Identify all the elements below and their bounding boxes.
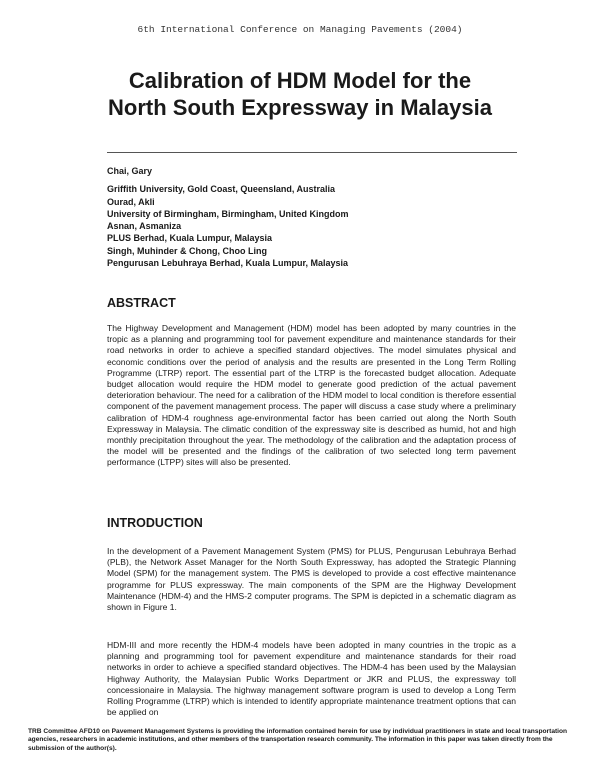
author-line: Pengurusan Lebuhraya Berhad, Kuala Lumpur, Malaysia [107, 258, 349, 269]
intro-paragraph-1: In the development of a Pavement Management System (PMS) for PLUS, Pengurusan Lebuhraya Berhad (PLB), the Network Asset Manager for the North South Expressway, has adopted the Strategic Planning Model (SPM) for the management system. The PMS is developed to provide a cost effective maintenance programme for PLUS expressway. The main components of the SPM are the Highway Development Maintenance (HDM-4) and the HMS-2 computer programs. The SPM is depicted in a schematic diagram as shown in Figure 1. [107, 546, 516, 613]
author-line: PLUS Berhad, Kuala Lumpur, Malaysia [107, 233, 273, 244]
running-head: 6th International Conference on Managing Pavements (2004) [137, 24, 463, 35]
author-line: Singh, Muhinder & Chong, Choo Ling [107, 245, 267, 256]
author-line: Griffith University, Gold Coast, Queensland, Australia [107, 184, 336, 195]
introduction-heading: INTRODUCTION [107, 516, 203, 530]
author-line: University of Birmingham, Birmingham, United Kingdom [107, 208, 349, 219]
footer-note: TRB Committee AFD10 on Pavement Management Systems is providing the information contained herein for use by individual practitioners in state and local transportation agencies, researchers in academic institutions, and other members of the transportation research community. The information in this paper was taken directly from the submission of the author(s). [28, 728, 568, 752]
author-block [107, 165, 507, 269]
title-divider [107, 152, 517, 153]
paper-title: Calibration of HDM Model for the North South Expressway in Malaysia [108, 68, 492, 120]
abstract-heading: ABSTRACT [107, 296, 176, 310]
author-line: Ourad, Akli [107, 196, 155, 207]
author-name: Chai, Gary [107, 166, 153, 176]
author-line: Asnan, Asmaniza [107, 221, 182, 232]
abstract-text: The Highway Development and Management (HDM) model has been adopted by many countries in the tropic as a planning and programming tool for pavement expenditure and maintenance standards for their road networks in order to achieve a specified standard objectives. The model simulates physical and economic conditions over the period of analysis and the results are presented in the Long Term Rolling Programme (LTRP) report. The essential part of the LTRP is the forecasted budget allocation. Adequate budget allocation would require the HDM model to generate good prediction of the actual pavement deterioration behaviour. The need for a calibration of the HDM model to local condition is therefore essential component of the pavement management process. The paper will discuss a case study where a preliminary calibration of HDM-4 roughness age-environmental factor has been carried out along the North South Expressway in Malaysia. The climatic condition of the expressway site is described as humid, hot and high monthly precipitation throughout the year. The methodology of the calibration and the adaptation process of the model will be presented and the findings of the calibration of two selected long term pavement performance (LTPP) sites will also be presented. [107, 323, 516, 468]
intro-paragraph-2: HDM-III and more recently the HDM-4 models have been adopted in many countries in the tropic as a planning and programming tool for pavement expenditure and maintenance standards for their road networks in order to achieve a specified standard objectives. The HDM-4 has been used by the Malaysian Highway Authority, the Malaysian Public Works Department or JKR and PLUS, the expressway toll concessionaire in Malaysia. The highway management software program is used to develop a Long Term Rolling Programme (LTRP) which is intended to identify appropriate maintenance treatment options that can be applied on [107, 640, 516, 718]
